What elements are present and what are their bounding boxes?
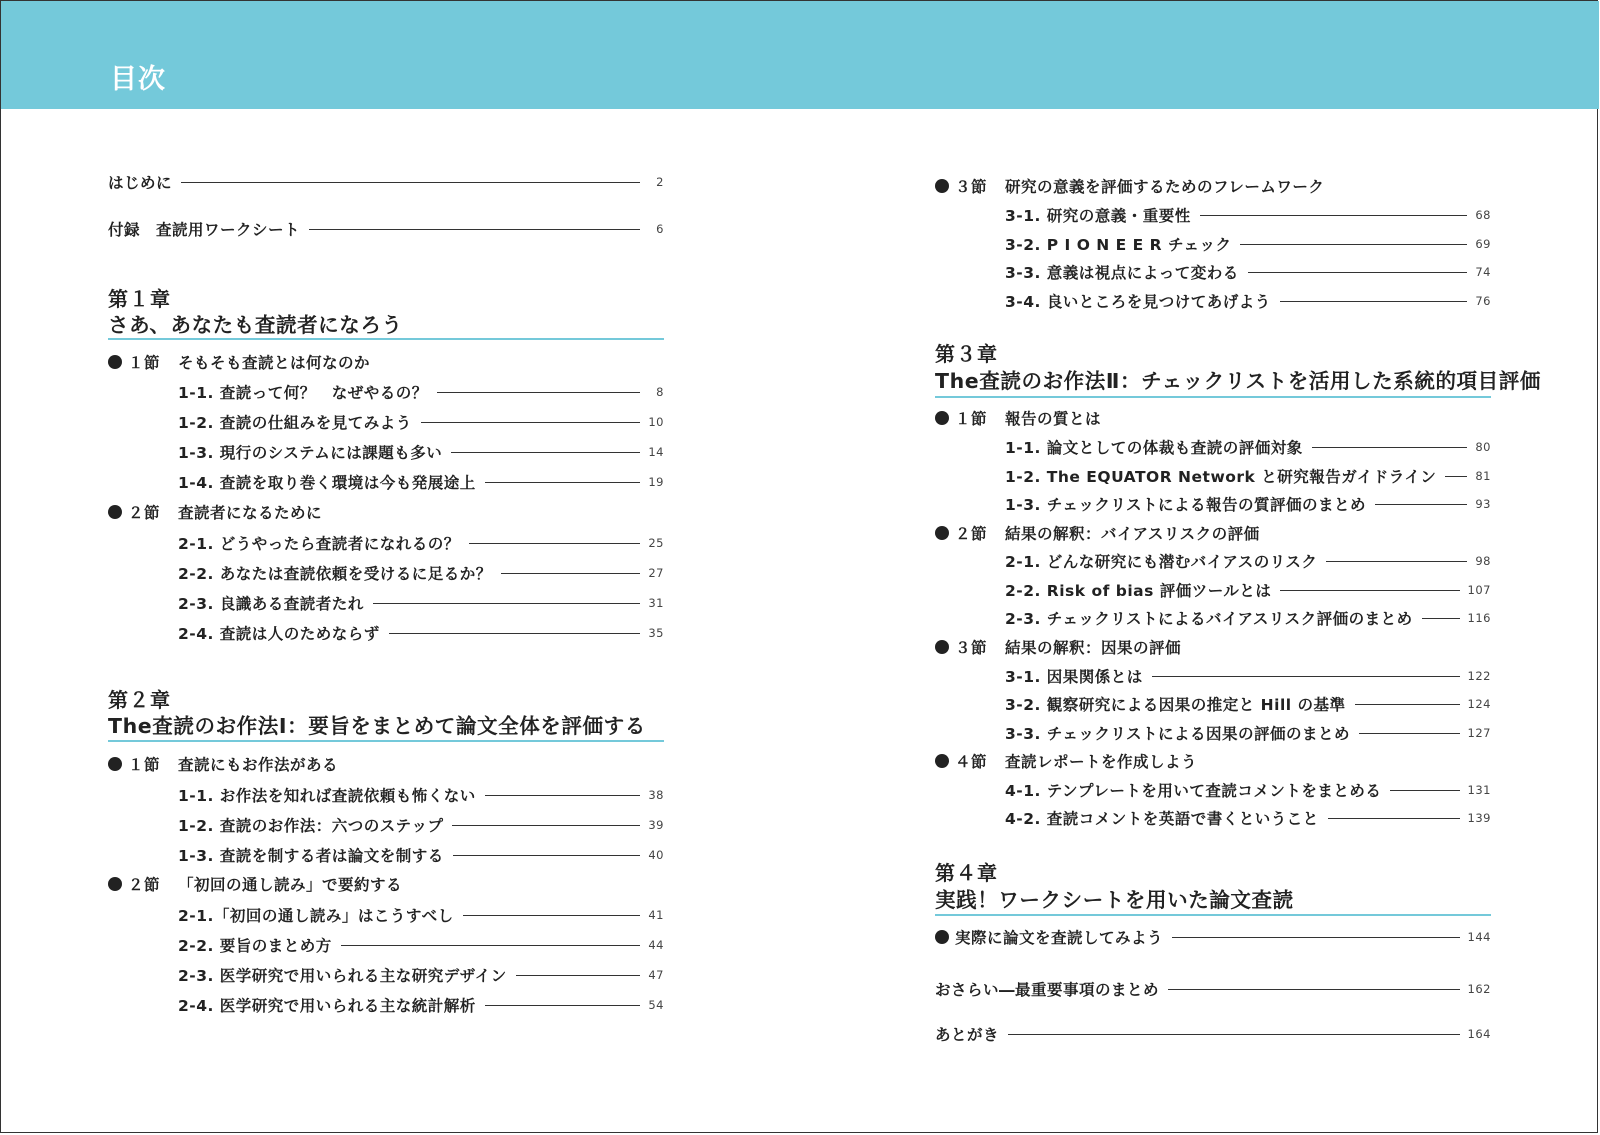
entry-label: はじめに — [108, 174, 173, 192]
chapter-divider — [108, 740, 664, 742]
page-number: 47 — [648, 968, 664, 982]
leader-line — [1152, 676, 1460, 677]
leader-line — [452, 825, 640, 826]
entry-label: 2-2. あなたは査読依頼を受けるに足るか？ — [178, 565, 492, 583]
section-heading[interactable] — [935, 176, 1491, 196]
page-number: 25 — [648, 536, 664, 550]
page-number: 162 — [1467, 982, 1491, 996]
page-number: 8 — [656, 385, 664, 399]
page-number: 107 — [1467, 583, 1491, 597]
toc-entry[interactable] — [1005, 780, 1491, 800]
toc-entry[interactable] — [108, 219, 664, 239]
leader-line — [341, 945, 640, 946]
toc-entry[interactable] — [178, 623, 664, 643]
chapter-number: 第４章 — [935, 861, 998, 885]
section-title: 査読者になるために — [178, 504, 323, 522]
page-number: 69 — [1475, 237, 1491, 251]
toc-entry[interactable] — [935, 927, 1491, 947]
toc-entry[interactable] — [178, 382, 664, 402]
toc-entry[interactable] — [178, 593, 664, 613]
section-number: ２節 — [955, 525, 988, 543]
entry-label: おさらい―最重要事項のまとめ — [935, 981, 1160, 999]
section-title: 査読レポートを作成しよう — [1005, 753, 1198, 771]
section-heading[interactable] — [108, 352, 664, 372]
chapter-divider — [935, 396, 1491, 398]
toc-entry[interactable] — [178, 785, 664, 805]
leader-line — [453, 855, 640, 856]
entry-label: 1-1. お作法を知れば査読依頼も怖くない — [178, 787, 476, 805]
leader-line — [485, 1005, 640, 1006]
page-number: 164 — [1467, 1027, 1491, 1041]
entry-label: 2-3. 医学研究で用いられる主な研究デザイン — [178, 967, 507, 985]
entry-label: 1-1. 査読って何？ なぜやるの？ — [178, 384, 428, 402]
leader-line — [1326, 561, 1467, 562]
toc-entry[interactable] — [178, 845, 664, 865]
page-number: 93 — [1475, 497, 1491, 511]
section-title: 報告の質とは — [1005, 410, 1102, 428]
toc-entry[interactable] — [1005, 580, 1491, 600]
toc-entry[interactable] — [178, 472, 664, 492]
page-title: 目次 — [110, 64, 166, 95]
entry-label: 4-2. 査読コメントを英語で書くということ — [1005, 810, 1319, 828]
page-number: 19 — [648, 475, 664, 489]
entry-label: 1-3. 査読を制する者は論文を制する — [178, 847, 444, 865]
bullet-icon — [108, 505, 122, 519]
bullet-icon — [108, 877, 122, 891]
page-number: 139 — [1467, 811, 1491, 825]
leader-line — [1168, 989, 1460, 990]
toc-entry[interactable] — [1005, 234, 1491, 254]
page-number: 116 — [1467, 611, 1491, 625]
toc-entry[interactable] — [178, 563, 664, 583]
chapter-title[interactable]: The査読のお作法Ⅱ：チェックリストを活用した系統的項目評価 — [935, 369, 1541, 393]
bullet-icon — [108, 355, 122, 369]
leader-line — [373, 603, 640, 604]
leader-line — [1422, 618, 1460, 619]
entry-label: 実際に論文を査読してみよう — [955, 929, 1164, 947]
section-number: ２節 — [128, 504, 161, 522]
toc-entry[interactable] — [1005, 608, 1491, 628]
toc-entry[interactable] — [1005, 494, 1491, 514]
toc-entry[interactable] — [1005, 437, 1491, 457]
page-number: 54 — [648, 998, 664, 1012]
toc-entry[interactable] — [1005, 466, 1491, 486]
leader-line — [437, 392, 640, 393]
entry-label: 1-2. 査読の仕組みを見てみよう — [178, 414, 412, 432]
toc-entry[interactable] — [1005, 262, 1491, 282]
leader-line — [421, 422, 640, 423]
entry-label: 1-1. 論文としての体裁も査読の評価対象 — [1005, 439, 1303, 457]
entry-label: 2-1.「初回の通し読み」はこうすべし — [178, 907, 454, 925]
page-number: 74 — [1475, 265, 1491, 279]
leader-line — [1312, 447, 1467, 448]
page-number: 81 — [1475, 469, 1491, 483]
entry-label: 2-2. 要旨のまとめ方 — [178, 937, 332, 955]
chapter-number: 第２章 — [108, 688, 171, 712]
section-heading[interactable] — [935, 751, 1491, 771]
entry-label: 1-2. 査読のお作法：六つのステップ — [178, 817, 444, 835]
leader-line — [1200, 215, 1467, 216]
toc-entry[interactable] — [178, 815, 664, 835]
leader-line — [1359, 733, 1460, 734]
leader-line — [1240, 244, 1467, 245]
page-number: 44 — [648, 938, 664, 952]
entry-label: 3-2. 観察研究による因果の推定と Hill の基準 — [1005, 696, 1346, 714]
entry-label: 3-1. 研究の意義・重要性 — [1005, 207, 1191, 225]
leader-line — [501, 573, 640, 574]
leader-line — [1355, 704, 1460, 705]
page-number: 127 — [1467, 726, 1491, 740]
chapter-divider — [108, 338, 664, 340]
toc-entry[interactable] — [178, 995, 664, 1015]
section-title: そもそも査読とは何なのか — [178, 354, 371, 372]
chapter-divider — [935, 914, 1491, 916]
entry-label: 3-3. チェックリストによる因果の評価のまとめ — [1005, 725, 1351, 743]
entry-label: 2-2. Risk of bias 評価ツールとは — [1005, 582, 1272, 600]
toc-entry[interactable] — [1005, 551, 1491, 571]
section-title: 査読にもお作法がある — [178, 756, 339, 774]
leader-line — [1328, 818, 1460, 819]
entry-label: 1-2. The EQUATOR Network と研究報告ガイドライン — [1005, 468, 1437, 486]
toc-entry[interactable] — [178, 905, 664, 925]
chapter-title[interactable]: さあ、あなたも査読者になろう — [108, 313, 403, 337]
toc-entry[interactable] — [1005, 723, 1491, 743]
page-number: 6 — [656, 222, 664, 236]
page-number: 122 — [1467, 669, 1491, 683]
entry-label: 4-1. テンプレートを用いて査読コメントをまとめる — [1005, 782, 1382, 800]
entry-label: 2-1. どんな研究にも潜むバイアスのリスク — [1005, 553, 1318, 571]
page-number: 131 — [1467, 783, 1491, 797]
leader-line — [1280, 590, 1459, 591]
leader-line — [1375, 504, 1467, 505]
leader-line — [1280, 301, 1467, 302]
entry-label: あとがき — [935, 1026, 1000, 1044]
leader-line — [451, 452, 640, 453]
page-number: 41 — [648, 908, 664, 922]
leader-line — [1248, 272, 1467, 273]
leader-line — [485, 795, 640, 796]
leader-line — [389, 633, 640, 634]
section-number: ３節 — [955, 178, 988, 196]
page-number: 40 — [648, 848, 664, 862]
page-number: 39 — [648, 818, 664, 832]
page-number: 68 — [1475, 208, 1491, 222]
chapter-title[interactable]: 実践！ワークシートを用いた論文査読 — [935, 888, 1294, 912]
section-heading[interactable] — [935, 408, 1491, 428]
section-title: 結果の解釈：バイアスリスクの評価 — [1005, 525, 1260, 543]
bullet-icon — [108, 757, 122, 771]
page-number: 76 — [1475, 294, 1491, 308]
entry-label: 3-1. 因果関係とは — [1005, 668, 1143, 686]
entry-label: 3-4. 良いところを見つけてあげよう — [1005, 293, 1271, 311]
toc-entry[interactable] — [1005, 694, 1491, 714]
entry-label: 2-3. チェックリストによるバイアスリスク評価のまとめ — [1005, 610, 1413, 628]
entry-label: 2-1. どうやったら査読者になれるの？ — [178, 535, 460, 553]
toc-entry[interactable] — [178, 412, 664, 432]
toc-entry[interactable] — [1005, 808, 1491, 828]
page-number: 144 — [1467, 930, 1491, 944]
header-bar — [1, 1, 1599, 109]
section-title: 研究の意義を評価するためのフレームワーク — [1005, 178, 1325, 196]
leader-line — [516, 975, 640, 976]
section-number: １節 — [128, 756, 161, 774]
page-number: 35 — [648, 626, 664, 640]
page-number: 27 — [648, 566, 664, 580]
entry-label: 2-4. 査読は人のためならず — [178, 625, 380, 643]
toc-entry[interactable] — [935, 979, 1491, 999]
entry-label: 3-2. P I O N E E R チェック — [1005, 236, 1232, 254]
section-number: １節 — [955, 410, 988, 428]
entry-label: 1-3. チェックリストによる報告の質評価のまとめ — [1005, 496, 1367, 514]
leader-line — [1390, 790, 1459, 791]
page-number: 2 — [656, 175, 664, 189]
chapter-title[interactable]: The査読のお作法Ⅰ：要旨をまとめて論文全体を評価する — [108, 714, 646, 738]
toc-entry[interactable] — [1005, 291, 1491, 311]
section-number: ２節 — [128, 876, 161, 894]
entry-label: 1-3. 現行のシステムには課題も多い — [178, 444, 443, 462]
section-number: ４節 — [955, 753, 988, 771]
leader-line — [463, 915, 640, 916]
leader-line — [1172, 937, 1460, 938]
entry-label: 1-4. 査読を取り巻く環境は今も発展途上 — [178, 474, 476, 492]
entry-label: 3-3. 意義は視点によって変わる — [1005, 264, 1239, 282]
section-heading[interactable] — [935, 523, 1491, 543]
toc-entry[interactable] — [178, 533, 664, 553]
section-number: １節 — [128, 354, 161, 372]
bullet-icon — [935, 526, 949, 540]
entry-label: 付録 査読用ワークシート — [108, 221, 301, 239]
page-number: 80 — [1475, 440, 1491, 454]
bullet-icon — [935, 640, 949, 654]
leader-line — [309, 229, 640, 230]
bullet-icon — [935, 179, 949, 193]
bullet-icon — [935, 411, 949, 425]
page-number: 14 — [648, 445, 664, 459]
entry-label: 2-3. 良識ある査読者たれ — [178, 595, 364, 613]
section-heading[interactable] — [935, 637, 1491, 657]
page-number: 98 — [1475, 554, 1491, 568]
bullet-icon — [935, 754, 949, 768]
page-number: 38 — [648, 788, 664, 802]
page-number: 124 — [1467, 697, 1491, 711]
toc-entry[interactable] — [178, 935, 664, 955]
leader-line — [469, 543, 640, 544]
leader-line — [181, 182, 640, 183]
toc-entry[interactable] — [1005, 205, 1491, 225]
leader-line — [1008, 1034, 1460, 1035]
section-number: ３節 — [955, 639, 988, 657]
toc-entry[interactable] — [108, 172, 664, 192]
section-title: 結果の解釈：因果の評価 — [1005, 639, 1182, 657]
toc-entry[interactable] — [178, 965, 664, 985]
leader-line — [1445, 476, 1467, 477]
page-number: 31 — [648, 596, 664, 610]
chapter-number: 第１章 — [108, 287, 171, 311]
toc-entry[interactable] — [1005, 666, 1491, 686]
entry-label: 2-4. 医学研究で用いられる主な統計解析 — [178, 997, 476, 1015]
section-heading[interactable] — [108, 874, 664, 894]
toc-entry[interactable] — [935, 1024, 1491, 1044]
chapter-number: 第３章 — [935, 342, 998, 366]
section-heading[interactable] — [108, 754, 664, 774]
section-title: 「初回の通し読み」で要約する — [178, 876, 403, 894]
bullet-icon — [935, 930, 949, 944]
page-number: 10 — [648, 415, 664, 429]
toc-entry[interactable] — [178, 442, 664, 462]
leader-line — [485, 482, 640, 483]
section-heading[interactable] — [108, 502, 664, 522]
